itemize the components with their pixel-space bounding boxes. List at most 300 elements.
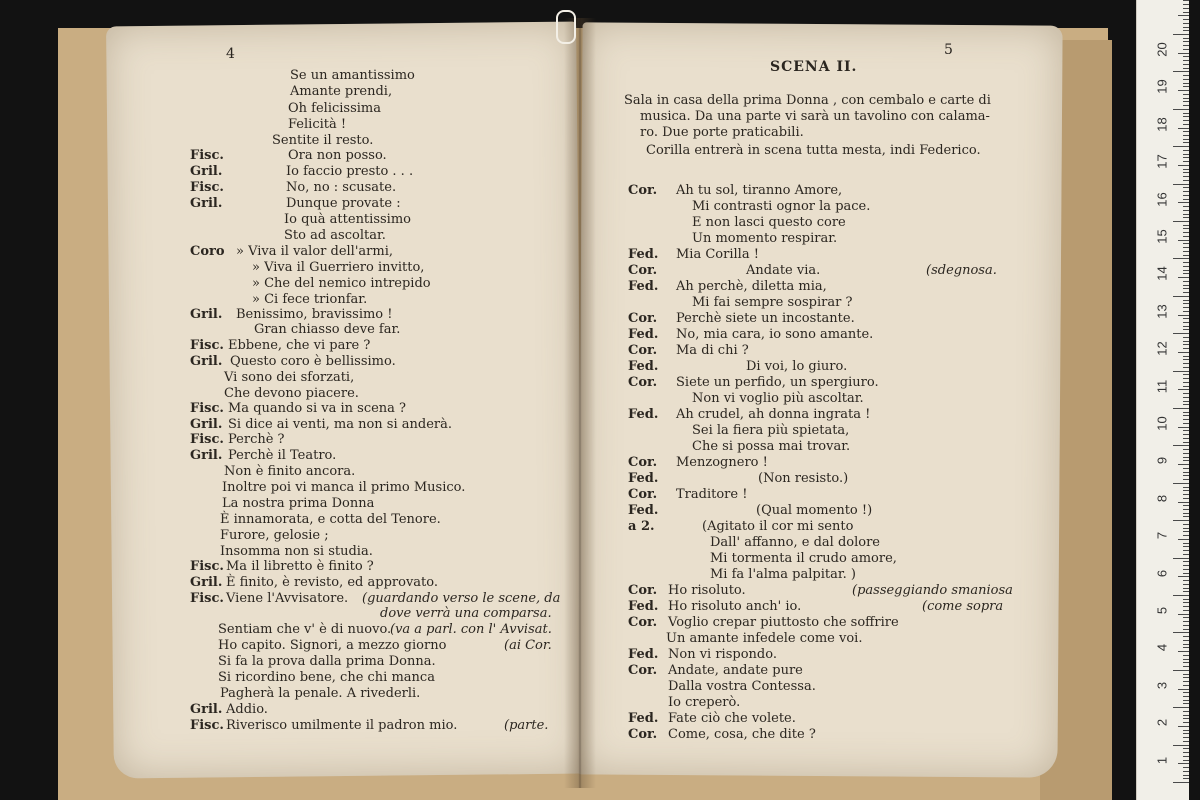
binding-thread	[556, 10, 576, 44]
ruler-tick	[1183, 509, 1189, 510]
verse-line: Io creperò.	[668, 695, 741, 710]
ruler-tick	[1183, 715, 1189, 716]
ruler-tick	[1183, 386, 1189, 387]
ruler-tick	[1183, 756, 1189, 757]
ruler-number: 3	[1154, 681, 1170, 689]
ruler-tick	[1178, 15, 1189, 16]
speaker-label: Cor.	[628, 487, 658, 502]
ruler-tick	[1183, 423, 1189, 424]
verse-line: Come, cosa, che dite ?	[668, 727, 816, 742]
verse-line: Io faccio presto . . .	[286, 164, 414, 179]
ruler-tick	[1173, 632, 1189, 633]
ruler-tick	[1178, 202, 1189, 203]
speaker-label: Cor.	[628, 375, 658, 390]
ruler-tick	[1183, 79, 1189, 80]
ruler-tick	[1183, 337, 1189, 338]
ruler-tick	[1183, 135, 1189, 136]
ruler-tick	[1183, 573, 1189, 574]
ruler-tick	[1183, 393, 1189, 394]
stage-note: (guardando verso le scene, da	[362, 591, 561, 606]
verse-line: Furore, gelosie ;	[220, 528, 329, 543]
verse-line: Perchè il Teatro.	[228, 448, 337, 463]
ruler-tick	[1183, 498, 1189, 499]
verse-line: Che devono piacere.	[224, 386, 359, 401]
ruler-tick	[1183, 401, 1189, 402]
ruler-tick	[1183, 767, 1189, 768]
ruler-tick	[1183, 778, 1189, 779]
ruler-tick	[1183, 251, 1189, 252]
ruler-tick	[1183, 434, 1189, 435]
verse-line: Ah crudel, ah donna ingrata !	[676, 407, 871, 422]
ruler-tick	[1183, 281, 1189, 282]
ruler-tick	[1183, 606, 1189, 607]
ruler-tick	[1178, 464, 1189, 465]
verse-line: Non vi voglio più ascoltar.	[692, 391, 864, 406]
ruler-tick	[1183, 771, 1189, 772]
ruler-number: 1	[1154, 756, 1170, 764]
ruler-tick	[1183, 404, 1189, 405]
ruler-tick	[1183, 243, 1189, 244]
ruler-tick	[1183, 0, 1189, 1]
ruler-tick	[1183, 490, 1189, 491]
verse-line: Ho capito. Signori, a mezzo giorno	[218, 638, 447, 653]
ruler-number: 15	[1154, 229, 1170, 244]
ruler-tick	[1183, 494, 1189, 495]
ruler-tick	[1183, 374, 1189, 375]
ruler-tick	[1183, 150, 1189, 151]
verse-line: Se un amantissimo	[290, 68, 415, 83]
speaker-label: Fisc.	[190, 718, 224, 733]
ruler-tick	[1183, 565, 1189, 566]
ruler-tick	[1183, 38, 1189, 39]
ruler-tick	[1183, 752, 1189, 753]
verse-line: » Viva il valor dell'armi,	[236, 244, 393, 259]
ruler-tick	[1183, 49, 1189, 50]
ruler-tick	[1183, 397, 1189, 398]
ruler-tick	[1183, 569, 1189, 570]
ruler-tick	[1183, 359, 1189, 360]
speaker-label: Fed.	[628, 359, 659, 374]
ruler-tick	[1183, 666, 1189, 667]
verse-line: Si dice ai venti, ma non si anderà.	[228, 417, 452, 432]
ruler-tick	[1173, 296, 1189, 297]
verse-line: La nostra prima Donna	[222, 496, 375, 511]
ruler-tick	[1183, 139, 1189, 140]
ruler-number: 6	[1154, 569, 1170, 577]
ruler-tick	[1178, 165, 1189, 166]
verse-line: Sto ad ascoltar.	[284, 228, 386, 243]
verse-line: Non è finito ancora.	[224, 464, 356, 479]
verse-line: Mi fa l'alma palpitar. )	[710, 567, 856, 582]
verse-line: Voglio crepar piuttosto che soffrire	[668, 615, 899, 630]
speaker-label: Fed.	[628, 599, 659, 614]
book-spine	[564, 18, 596, 788]
verse-line: Ah perchè, diletta mia,	[676, 279, 827, 294]
ruler-tick	[1178, 763, 1189, 764]
verse-line: Non vi rispondo.	[668, 647, 777, 662]
ruler-tick	[1183, 83, 1189, 84]
speaker-label: Cor.	[628, 311, 658, 326]
ruler-tick	[1183, 199, 1189, 200]
ruler-tick	[1183, 161, 1189, 162]
verse-line: Mia Corilla !	[676, 247, 759, 262]
speaker-label: Fed.	[628, 407, 659, 422]
ruler-tick	[1173, 184, 1189, 185]
ruler-tick	[1183, 692, 1189, 693]
ruler-tick	[1183, 86, 1189, 87]
speaker-label: Fed.	[628, 647, 659, 662]
ruler-tick	[1183, 273, 1189, 274]
verse-line: Fate ciò che volete.	[668, 711, 796, 726]
ruler-tick	[1183, 23, 1189, 24]
ruler-tick	[1183, 180, 1189, 181]
ruler-tick	[1183, 625, 1189, 626]
speaker-label: Cor.	[628, 583, 658, 598]
ruler-tick	[1183, 528, 1189, 529]
ruler-tick	[1173, 707, 1189, 708]
ruler-number: 19	[1154, 79, 1170, 95]
ruler-tick	[1183, 460, 1189, 461]
ruler-tick	[1183, 475, 1189, 476]
speaker-label: Gril.	[190, 307, 223, 322]
ruler-tick	[1183, 356, 1189, 357]
ruler-tick	[1183, 124, 1189, 125]
verse-line: Io quà attentissimo	[284, 212, 411, 227]
ruler-tick	[1183, 647, 1189, 648]
ruler-tick	[1183, 172, 1189, 173]
ruler-tick	[1178, 128, 1189, 129]
ruler-tick	[1178, 352, 1189, 353]
verse-line: (Non resisto.)	[758, 471, 849, 486]
ruler-number: 10	[1154, 416, 1170, 431]
ruler-tick	[1183, 292, 1189, 293]
stage-note: (come sopra	[922, 599, 1004, 614]
ruler-tick	[1183, 154, 1189, 155]
ruler-tick	[1178, 689, 1189, 690]
verse-line: Addio.	[226, 702, 268, 717]
measuring-ruler	[1136, 0, 1189, 800]
ruler-tick	[1183, 636, 1189, 637]
ruler-tick	[1183, 442, 1189, 443]
ruler-tick	[1183, 419, 1189, 420]
ruler-tick	[1173, 146, 1189, 147]
ruler-tick	[1183, 206, 1189, 207]
ruler-tick	[1178, 389, 1189, 390]
ruler-number: 7	[1154, 532, 1170, 540]
ruler-tick	[1173, 445, 1189, 446]
ruler-tick	[1183, 718, 1189, 719]
ruler-tick	[1183, 591, 1189, 592]
ruler-tick	[1173, 109, 1189, 110]
ruler-tick	[1178, 614, 1189, 615]
speaker-label: Cor.	[628, 263, 658, 278]
ruler-tick	[1183, 348, 1189, 349]
ruler-tick	[1173, 221, 1189, 222]
right-page-number: 5	[944, 42, 953, 58]
verse-line: Amante prendi,	[290, 84, 393, 99]
ruler-tick	[1183, 674, 1189, 675]
stage-note: dove verrà una comparsa.	[380, 606, 552, 621]
ruler-tick	[1183, 561, 1189, 562]
verse-line: (Agitato il cor mi sento	[702, 519, 854, 534]
ruler-tick	[1183, 382, 1189, 383]
speaker-label: Cor.	[628, 455, 658, 470]
ruler-tick	[1183, 580, 1189, 581]
verse-line: Riverisco umilmente il padron mio.	[226, 718, 458, 733]
ruler-tick	[1183, 27, 1189, 28]
verse-line: » Viva il Guerriero invitto,	[252, 260, 425, 275]
ruler-tick	[1183, 41, 1189, 42]
verse-line: Dunque provate :	[286, 196, 401, 211]
ruler-tick	[1183, 453, 1189, 454]
stage-note: (parte.	[504, 718, 549, 733]
ruler-tick	[1183, 367, 1189, 368]
ruler-tick	[1183, 677, 1189, 678]
verse-line: No, mia cara, io sono amante.	[676, 327, 874, 342]
speaker-label: Fed.	[628, 503, 659, 518]
speaker-label: Fed.	[628, 471, 659, 486]
verse-line: Siete un perfido, un spergiuro.	[676, 375, 879, 390]
ruler-tick	[1178, 90, 1189, 91]
scene-heading: SCENA II.	[770, 59, 858, 75]
verse-line: Ho risoluto.	[668, 583, 746, 598]
ruler-tick	[1183, 45, 1189, 46]
stage-note: (ai Cor.	[504, 638, 552, 653]
speaker-label: Gril.	[190, 417, 223, 432]
ruler-tick	[1173, 71, 1189, 72]
speaker-label: Gril.	[190, 448, 223, 463]
ruler-tick	[1183, 722, 1189, 723]
ruler-number: 2	[1154, 719, 1170, 727]
ruler-tick	[1183, 730, 1189, 731]
verse-line: Gran chiasso deve far.	[254, 322, 401, 337]
ruler-tick	[1183, 56, 1189, 57]
stage-direction-line: Sala in casa della prima Donna , con cembalo e carte di	[624, 93, 991, 108]
verse-line: Mi fai sempre sospirar ?	[692, 295, 853, 310]
ruler-number: 11	[1154, 379, 1170, 393]
stage-note: (passeggiando smaniosa	[852, 583, 1013, 598]
ruler-number: 9	[1154, 457, 1170, 465]
ruler-tick	[1183, 775, 1189, 776]
ruler-number: 20	[1154, 42, 1170, 57]
verse-line: Ma quando si va in scena ?	[228, 401, 407, 416]
verse-line: Menzognero !	[676, 455, 768, 470]
verse-line: Andate via.	[746, 263, 821, 278]
speaker-label: Cor.	[628, 343, 658, 358]
ruler-tick	[1173, 483, 1189, 484]
ruler-tick	[1183, 681, 1189, 682]
ruler-tick	[1183, 236, 1189, 237]
ruler-tick	[1173, 670, 1189, 671]
verse-line: Perchè ?	[228, 432, 285, 447]
verse-line: » Ci fece trionfar.	[252, 292, 368, 307]
ruler-tick	[1183, 487, 1189, 488]
ruler-tick	[1173, 34, 1189, 35]
verse-line: Andate, andate pure	[668, 663, 803, 678]
verse-line: Sentiam che v' è di nuovo.	[218, 622, 392, 637]
ruler-tick	[1183, 255, 1189, 256]
ruler-tick	[1173, 520, 1189, 521]
ruler-tick	[1183, 546, 1189, 547]
ruler-tick	[1173, 408, 1189, 409]
verse-line: È finito, è revisto, ed approvato.	[226, 575, 438, 590]
ruler-tick	[1183, 602, 1189, 603]
ruler-tick	[1183, 60, 1189, 61]
speaker-label: Fisc.	[190, 338, 224, 353]
ruler-tick	[1183, 187, 1189, 188]
ruler-tick	[1178, 576, 1189, 577]
ruler-tick	[1183, 479, 1189, 480]
verse-line: È innamorata, e cotta del Tenore.	[220, 512, 441, 527]
verse-line: Vi sono dei sforzati,	[224, 370, 355, 385]
ruler-tick	[1183, 748, 1189, 749]
verse-line: Insomma non si studia.	[220, 544, 373, 559]
ruler-tick	[1183, 644, 1189, 645]
ruler-tick	[1183, 737, 1189, 738]
ruler-tick	[1183, 12, 1189, 13]
ruler-tick	[1183, 116, 1189, 117]
verse-line: Pagherà la penale. A rivederli.	[220, 686, 421, 701]
ruler-tick	[1183, 105, 1189, 106]
ruler-tick	[1183, 247, 1189, 248]
ruler-tick	[1183, 438, 1189, 439]
verse-line: Si ricordino bene, che chi manca	[218, 670, 435, 685]
ruler-tick	[1183, 322, 1189, 323]
ruler-tick	[1183, 733, 1189, 734]
ruler-tick	[1173, 745, 1189, 746]
ruler-number: 16	[1154, 191, 1170, 207]
verse-line: Traditore !	[676, 487, 748, 502]
ruler-tick	[1178, 277, 1189, 278]
speaker-label: Fisc.	[190, 148, 224, 163]
left-page-number: 4	[226, 46, 235, 62]
verse-line: » Che del nemico intrepido	[252, 276, 431, 291]
ruler-tick	[1178, 539, 1189, 540]
ruler-tick	[1183, 430, 1189, 431]
speaker-label: Coro	[190, 244, 225, 259]
ruler-tick	[1183, 191, 1189, 192]
ruler-tick	[1178, 651, 1189, 652]
ruler-number: 5	[1154, 606, 1170, 615]
ruler-number: 8	[1154, 494, 1170, 502]
ruler-tick	[1183, 449, 1189, 450]
ruler-tick	[1183, 266, 1189, 267]
stage-direction-line: ro. Due porte praticabili.	[640, 125, 804, 140]
ruler-tick	[1183, 700, 1189, 701]
ruler-tick	[1183, 94, 1189, 95]
verse-line: Ora non posso.	[288, 148, 387, 163]
speaker-label: Cor.	[628, 615, 658, 630]
ruler-number: 14	[1154, 266, 1170, 282]
ruler-tick	[1183, 113, 1189, 114]
verse-line: Dall' affanno, e dal dolore	[710, 535, 880, 550]
verse-line: Ho risoluto anch' io.	[668, 599, 802, 614]
ruler-tick	[1183, 741, 1189, 742]
ruler-tick	[1183, 363, 1189, 364]
ruler-tick	[1183, 195, 1189, 196]
speaker-label: Fisc.	[190, 559, 224, 574]
speaker-label: Fisc.	[190, 432, 224, 447]
ruler-tick	[1183, 329, 1189, 330]
ruler-tick	[1173, 371, 1189, 372]
ruler-tick	[1183, 228, 1189, 229]
ruler-tick	[1183, 75, 1189, 76]
ruler-tick	[1178, 502, 1189, 503]
ruler-tick	[1178, 726, 1189, 727]
ruler-tick	[1183, 696, 1189, 697]
ruler-tick	[1183, 621, 1189, 622]
ruler-tick	[1183, 341, 1189, 342]
ruler-tick	[1183, 270, 1189, 271]
ruler-tick	[1183, 468, 1189, 469]
ruler-tick	[1183, 98, 1189, 99]
speaker-label: Fisc.	[190, 401, 224, 416]
ruler-tick	[1183, 760, 1189, 761]
speaker-label: Fed.	[628, 279, 659, 294]
ruler-tick	[1183, 101, 1189, 102]
verse-line: Sei la fiera più spietata,	[692, 423, 850, 438]
ruler-tick	[1183, 584, 1189, 585]
verse-line: Sentite il resto.	[272, 133, 374, 148]
ruler-tick	[1183, 288, 1189, 289]
verse-line: Ah tu sol, tiranno Amore,	[676, 183, 843, 198]
ruler-tick	[1183, 588, 1189, 589]
ruler-tick	[1183, 524, 1189, 525]
ruler-tick	[1183, 311, 1189, 312]
ruler-number: 13	[1154, 304, 1170, 319]
ruler-tick	[1183, 303, 1189, 304]
verse-line: Mi contrasti ognor la pace.	[692, 199, 871, 214]
speaker-label: a 2.	[628, 519, 655, 534]
ruler-tick	[1183, 513, 1189, 514]
speaker-label: Cor.	[628, 727, 658, 742]
ruler-tick	[1183, 378, 1189, 379]
speaker-label: Fed.	[628, 711, 659, 726]
ruler-tick	[1183, 8, 1189, 9]
ruler-number: 18	[1154, 117, 1170, 132]
verse-line: Ebbene, che vi pare ?	[228, 338, 371, 353]
ruler-tick	[1183, 640, 1189, 641]
verse-line: Ma il libretto è finito ?	[226, 559, 374, 574]
ruler-number: 4	[1154, 644, 1170, 652]
ruler-tick	[1183, 217, 1189, 218]
ruler-tick	[1183, 505, 1189, 506]
speaker-label: Fed.	[628, 247, 659, 262]
verse-line: Di voi, lo giuro.	[746, 359, 848, 374]
entrance-direction: Corilla entrerà in scena tutta mesta, indi Federico.	[646, 143, 981, 158]
ruler-tick	[1183, 599, 1189, 600]
ruler-tick	[1183, 659, 1189, 660]
ruler-tick	[1183, 543, 1189, 544]
ruler-tick	[1183, 285, 1189, 286]
stage-note: (va a parl. con l' Avvisat.	[390, 622, 552, 637]
ruler-tick	[1183, 157, 1189, 158]
ruler-tick	[1183, 210, 1189, 211]
ruler-tick	[1183, 531, 1189, 532]
stage-direction-line: musica. Da una parte vi sarà un tavolino con calama-	[640, 109, 990, 124]
ruler-tick	[1178, 315, 1189, 316]
ruler-tick	[1183, 19, 1189, 20]
verse-line: (Qual momento !)	[756, 503, 873, 518]
ruler-tick	[1183, 711, 1189, 712]
ruler-number: 17	[1154, 154, 1170, 169]
verse-line: E non lasci questo core	[692, 215, 846, 230]
verse-line: Ma di chi ?	[676, 343, 749, 358]
ruler-tick	[1183, 64, 1189, 65]
speaker-label: Cor.	[628, 663, 658, 678]
ruler-tick	[1183, 30, 1189, 31]
ruler-tick	[1173, 558, 1189, 559]
